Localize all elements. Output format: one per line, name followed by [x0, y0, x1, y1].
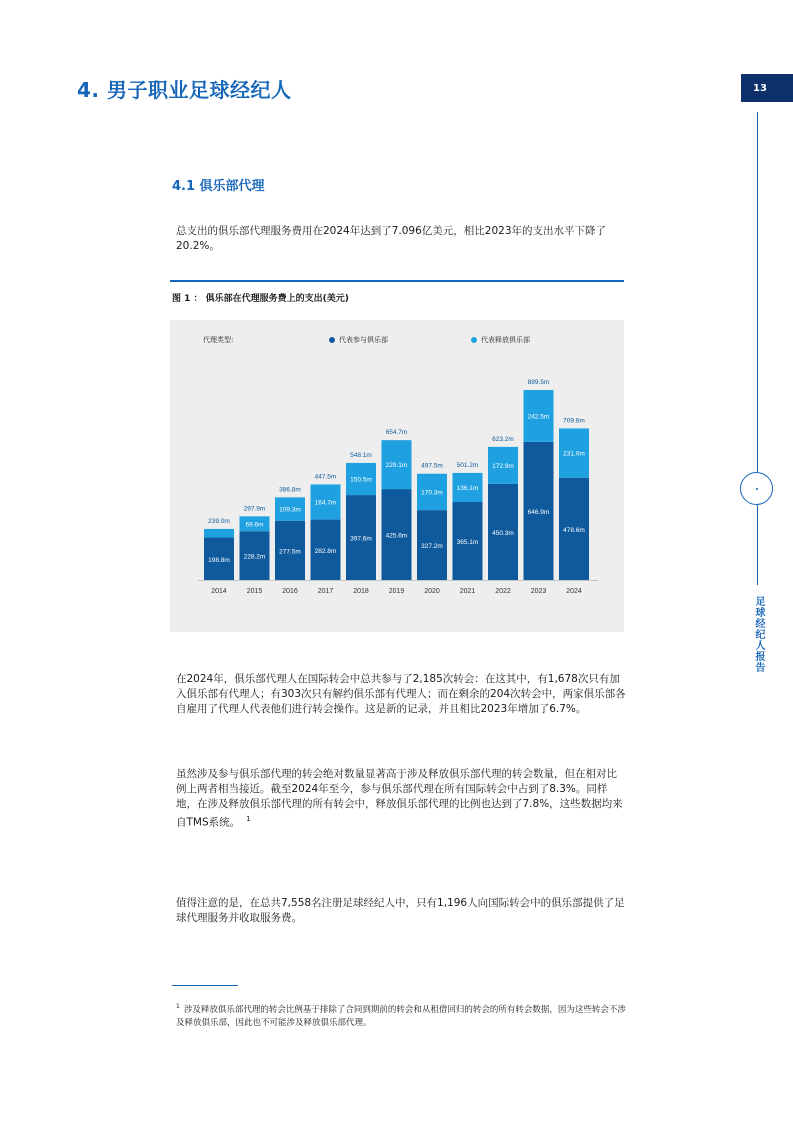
label-engaging-2016: 277.5m: [279, 548, 301, 556]
label-total-2014: 239.0m: [208, 517, 230, 525]
label-releasing-2021: 136.1m: [456, 484, 479, 492]
label-releasing-2024: 231.0m: [563, 450, 585, 458]
footnote-number: 1: [176, 1003, 180, 1010]
label-releasing-2019: 229.1m: [385, 462, 408, 470]
x-tick-2014: 2014: [211, 588, 227, 595]
label-total-2019: 654.7m: [385, 429, 408, 437]
page-number-badge: [741, 74, 793, 102]
figure-top-rule: [170, 280, 624, 282]
chart-legend-title: [203, 335, 233, 345]
label-total-2015: 297.9m: [243, 505, 266, 513]
side-circle-icon: [740, 472, 773, 505]
x-tick-2015: 2015: [246, 588, 263, 595]
label-engaging-2018: 397.6m: [350, 535, 372, 543]
label-engaging-2017: 282.8m: [314, 547, 337, 555]
page-number: 13: [753, 82, 767, 94]
label-engaging-2021: 365.1m: [456, 539, 479, 547]
label-engaging-2023: 646.9m: [527, 508, 550, 516]
x-tick-2016: 2016: [282, 588, 298, 595]
label-releasing-2023: 242.5m: [527, 413, 550, 421]
footnote-text: 涉及释放俱乐部代理的转会比例基于排除了合同到期前的转会和从租借回归的转会的所有转会数据，因为这些转会不涉及释放俱乐部，因此也不可能涉及释放俱乐部代理。: [176, 1004, 626, 1028]
bar-releasing-2014: [204, 529, 234, 538]
side-report-label: 足球经纪人报告: [753, 596, 764, 673]
label-releasing-2017: 164.7m: [314, 499, 337, 507]
label-releasing-2016: 109.3m: [279, 506, 301, 514]
label-total-2016: 386.8m: [279, 486, 301, 494]
x-tick-2024: 2024: [566, 588, 582, 595]
label-engaging-2019: 425.6m: [385, 532, 408, 540]
figure-caption: 图 1 ： 俱乐部在代理服务费上的支出(美元): [172, 294, 349, 304]
footnote: [176, 1000, 626, 1030]
label-total-2024: 709.6m: [563, 417, 585, 425]
x-tick-2021: 2021: [459, 588, 476, 595]
legend-item-engaging: [329, 335, 388, 345]
body-paragraph-3: 值得注意的是，在总共7,558名注册足球经纪人中，只有1,196人向国际转会中的俱乐部提供了足球代理服务并收取服务费。: [176, 897, 625, 924]
x-tick-2017: 2017: [317, 588, 334, 595]
label-engaging-2024: 478.6m: [563, 526, 585, 534]
label-releasing-2015: 69.6m: [245, 521, 264, 529]
body-paragraph-2: [176, 767, 626, 831]
label-releasing-2018: 150.5m: [350, 476, 372, 484]
body-paragraph-2-text: 虽然涉及参与俱乐部代理的转会绝对数量显著高于涉及释放俱乐部代理的转会数量，但在相对比例上两者相当接近。截至2024年至今，参与俱乐部代理在所有国际转会中占到了8.3%。同样地，在涉及释放俱乐部代理的所有转会中，释放俱乐部代理的比例也达到了7.8%，这些数据均来自TMS系统。: [176, 768, 623, 829]
label-releasing-2022: 172.9m: [492, 462, 514, 470]
x-tick-2022: 2022: [495, 588, 511, 595]
label-total-2023: 889.5m: [527, 379, 550, 387]
label-total-2018: 548.1m: [350, 451, 372, 459]
label-total-2021: 501.2m: [456, 461, 479, 469]
footnote-rule: [172, 985, 238, 986]
intro-paragraph: 总支出的俱乐部代理服务费用在2024年达到了7.096亿美元，相比2023年的支出水平下降了20.2%。: [176, 225, 607, 252]
label-total-2020: 497.5m: [421, 462, 443, 470]
x-tick-2019: 2019: [388, 588, 405, 595]
x-tick-2018: 2018: [353, 588, 369, 595]
label-engaging-2015: 228.2m: [243, 553, 266, 561]
label-engaging-2020: 327.2m: [421, 543, 443, 551]
legend-title: 代理类型:: [203, 336, 234, 344]
legend-label-releasing: 代表释放俱乐部: [481, 336, 530, 344]
section-heading: 4.1 俱乐部代理: [172, 179, 265, 194]
body-paragraph-1: 在2024年，俱乐部代理人在国际转会中总共参与了2,185次转会：在这其中，有1,678次只有加入俱乐部有代理人；有303次只有解约俱乐部有代理人；而在剩余的204次转会中，两家俱乐部各自雇用了代理人代表他们进行转会操作。这是新的记录，并且相比2023年增加了6.7%。: [176, 673, 626, 715]
label-releasing-2020: 170.3m: [421, 489, 443, 497]
x-tick-2023: 2023: [530, 588, 547, 595]
stacked-bar-chart: [170, 320, 624, 632]
side-rule-lower: [757, 505, 758, 585]
x-tick-2020: 2020: [424, 588, 440, 595]
side-rule-upper: [757, 112, 758, 472]
chart-panel: [170, 320, 624, 632]
footnote-ref[interactable]: 1: [246, 815, 251, 823]
legend-label-engaging: 代表参与俱乐部: [339, 336, 388, 344]
label-engaging-2014: 198.8m: [208, 556, 230, 564]
legend-item-releasing: [471, 335, 530, 345]
label-total-2022: 623.2m: [492, 435, 514, 443]
legend-swatch-engaging: [329, 337, 335, 343]
label-total-2017: 447.5m: [314, 473, 337, 481]
legend-swatch-releasing: [471, 337, 477, 343]
page-title: 4. 男子职业足球经纪人: [77, 78, 292, 102]
label-engaging-2022: 450.3m: [492, 529, 514, 537]
